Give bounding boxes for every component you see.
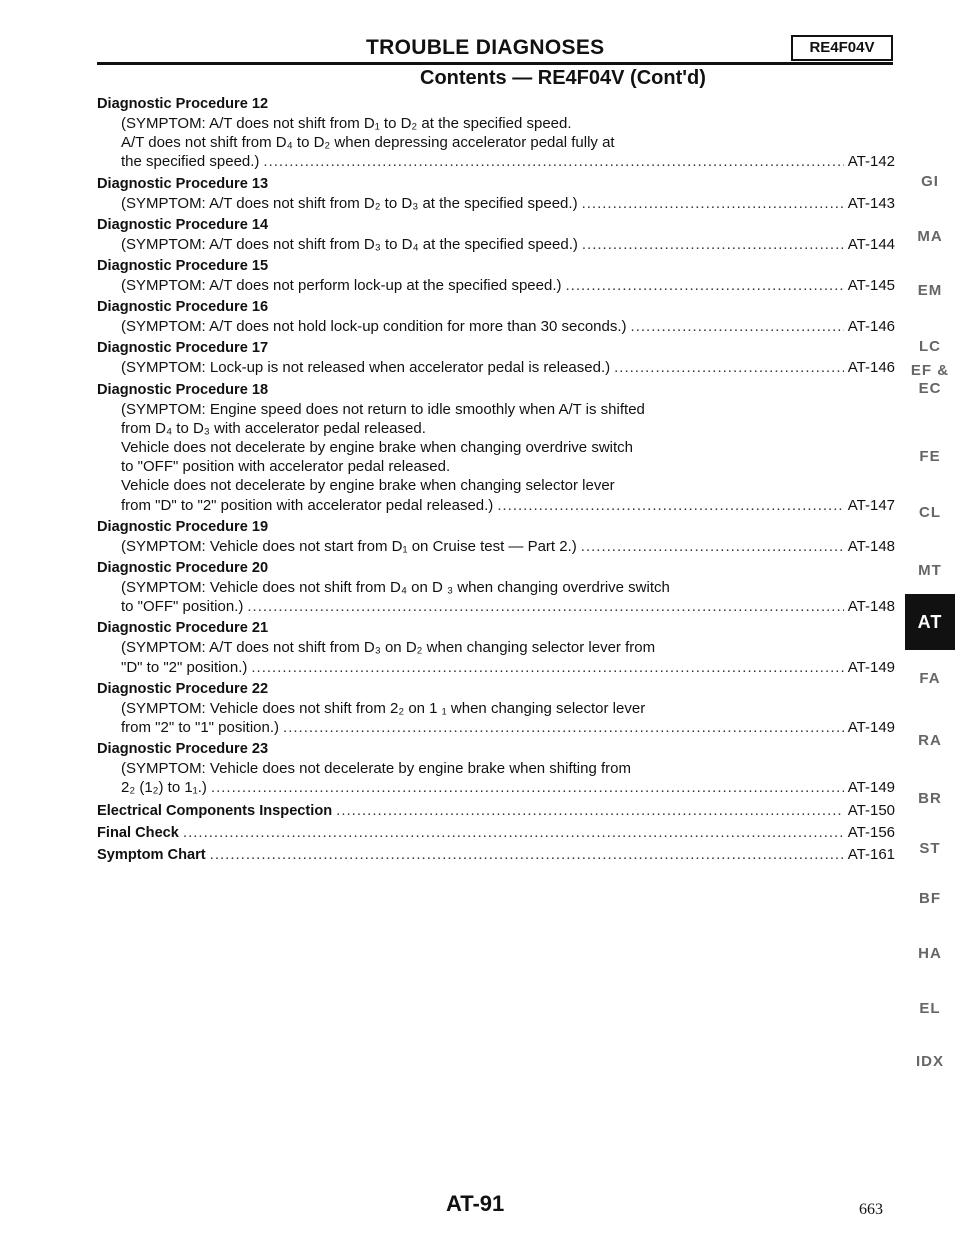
- toc-entry: [97, 558, 895, 616]
- toc-entry-heading: Diagnostic Procedure 12: [97, 96, 269, 112]
- toc-page-ref: AT-150: [847, 801, 895, 819]
- section-tab-mt[interactable]: MT: [918, 562, 942, 579]
- toc-entry-heading: Diagnostic Procedure 13: [97, 175, 269, 192]
- toc-entry-heading: Diagnostic Procedure 22: [97, 680, 269, 697]
- footer-page-number: 663: [859, 1201, 883, 1218]
- toc-page-ref: AT-146: [847, 359, 895, 377]
- toc-entry: [97, 215, 895, 254]
- toc-entry-heading: Diagnostic Procedure 16: [97, 299, 269, 316]
- section-tab-ra[interactable]: RA: [918, 732, 942, 749]
- toc-entry-link[interactable]: [121, 152, 895, 171]
- toc-page-ref: AT-149: [847, 779, 895, 797]
- dot-leader: [263, 152, 843, 171]
- toc-entry-text: 2₂ (1₂) to 1₁.): [121, 779, 207, 797]
- toc-entry-line: (SYMPTOM: A/T does not shift from D₃ on D₂ when changing selector lever from: [121, 639, 656, 657]
- toc-entry-line: Vehicle does not decelerate by engine brake when changing overdrive switch: [121, 439, 633, 457]
- header-rule: [97, 62, 893, 65]
- toc-page-ref: AT-142: [847, 153, 895, 171]
- toc-entry-line: from D₄ to D₃ with accelerator pedal released.: [121, 419, 426, 437]
- toc-entry-text: (SYMPTOM: A/T does not shift from D₃ to D₄ at the specified speed.): [121, 235, 578, 253]
- dot-leader: [581, 537, 844, 556]
- toc-entry-link[interactable]: [121, 358, 895, 377]
- toc-entry: [97, 338, 895, 377]
- toc-entry-text: (SYMPTOM: A/T does not hold lock-up condition for more than 30 seconds.): [121, 318, 627, 336]
- toc-page-ref: AT-148: [847, 598, 895, 616]
- table-of-contents: [97, 94, 895, 866]
- toc-page-ref: AT-143: [847, 194, 895, 212]
- toc-entry-link[interactable]: [121, 235, 895, 254]
- toc-entry-text: (SYMPTOM: A/T does not shift from D₂ to D₃ at the specified speed.): [121, 194, 578, 212]
- footer-page-label: AT-91: [446, 1191, 505, 1216]
- toc-entry-link[interactable]: [121, 718, 895, 737]
- toc-entry-line: (SYMPTOM: Vehicle does not shift from 2₂ on 1 ₁ when changing selector lever: [121, 699, 646, 717]
- toc-entry-line: (SYMPTOM: Vehicle does not shift from D₄ on D ₃ when changing overdrive switch: [121, 579, 670, 597]
- dot-leader: [582, 194, 844, 213]
- dot-leader: [614, 358, 844, 377]
- toc-entry: [97, 174, 895, 213]
- toc-entry: [97, 618, 895, 676]
- section-tab-fa[interactable]: FA: [919, 670, 941, 687]
- section-tab-ef[interactable]: EF &: [910, 362, 950, 379]
- toc-entry: [97, 679, 895, 737]
- toc-entry: [97, 297, 895, 336]
- toc-entry-link[interactable]: [121, 537, 895, 556]
- header-title: TROUBLE DIAGNOSES: [366, 36, 605, 59]
- section-tab-st[interactable]: ST: [919, 840, 941, 857]
- toc-entry-link[interactable]: [121, 317, 895, 336]
- toc-entry-text: from "D" to "2" position with accelerator pedal released.): [121, 496, 494, 514]
- toc-entry-text: (SYMPTOM: Vehicle does not start from D₁ on Cruise test — Part 2.): [121, 537, 577, 555]
- section-tab-ma[interactable]: MA: [917, 228, 943, 245]
- toc-top-entry-label: Symptom Chart: [97, 846, 206, 863]
- toc-page-ref: AT-156: [847, 823, 895, 841]
- toc-page-ref: AT-144: [847, 235, 895, 253]
- toc-page-ref: AT-161: [847, 845, 895, 863]
- toc-entry-heading: Diagnostic Procedure 15: [97, 258, 269, 275]
- section-tab-gi[interactable]: GI: [921, 173, 939, 190]
- toc-entry-link[interactable]: [121, 194, 895, 213]
- toc-top-entry-label: Electrical Components Inspection: [97, 802, 333, 819]
- section-tab-ec[interactable]: EC: [918, 380, 942, 397]
- toc-entry-text: to "OFF" position.): [121, 598, 244, 616]
- section-tab-cl[interactable]: CL: [919, 504, 941, 521]
- toc-entry-link[interactable]: [121, 597, 895, 616]
- dot-leader: [210, 844, 844, 865]
- dot-leader: [211, 778, 844, 797]
- toc-entry-line: (SYMPTOM: A/T does not shift from D₁ to D₂ at the specified speed.: [121, 115, 572, 132]
- section-badge: RE4F04V: [791, 35, 893, 61]
- dot-leader: [283, 718, 844, 737]
- toc-entry-text: (SYMPTOM: Lock-up is not released when accelerator pedal is released.): [121, 359, 611, 377]
- toc-entry-line: A/T does not shift from D₄ to D₂ when depressing accelerator pedal fully at: [121, 134, 615, 152]
- toc-entry-text: from "2" to "1" position.): [121, 719, 280, 737]
- toc-entry-text: (SYMPTOM: A/T does not perform lock-up at the specified speed.): [121, 277, 562, 295]
- toc-entry-heading: Diagnostic Procedure 19: [97, 518, 269, 535]
- toc-entry-line: Vehicle does not decelerate by engine brake when changing selector lever: [121, 477, 615, 495]
- toc-page-ref: AT-148: [847, 537, 895, 555]
- toc-entry-link[interactable]: [121, 778, 895, 797]
- toc-entry-link[interactable]: [121, 276, 895, 295]
- toc-entry: [97, 94, 895, 172]
- toc-page-ref: AT-145: [847, 277, 895, 295]
- section-tab-bf[interactable]: BF: [919, 890, 941, 907]
- toc-entry-text: "D" to "2" position.): [121, 658, 248, 676]
- toc-entry: [97, 517, 895, 556]
- toc-entry: [97, 380, 895, 515]
- toc-entry-heading: Diagnostic Procedure 18: [97, 381, 269, 398]
- toc-entry-link[interactable]: [121, 658, 895, 677]
- toc-page-ref: AT-149: [847, 658, 895, 676]
- dot-leader: [582, 235, 844, 254]
- dot-leader: [631, 317, 844, 336]
- toc-entry-heading: Diagnostic Procedure 17: [97, 340, 269, 357]
- toc-entry-line: (SYMPTOM: Vehicle does not decelerate by engine brake when shifting from: [121, 760, 631, 778]
- section-tab-br[interactable]: BR: [918, 790, 942, 807]
- dot-leader: [336, 800, 844, 821]
- subtitle: Contents — RE4F04V (Cont'd): [420, 67, 706, 89]
- toc-entry-line: to "OFF" position with accelerator pedal released.: [121, 458, 451, 476]
- dot-leader: [251, 658, 843, 677]
- toc-entry: [97, 739, 895, 797]
- dot-leader: [565, 276, 843, 295]
- section-tab-at[interactable]: AT: [905, 594, 955, 650]
- toc-page-ref: AT-146: [847, 318, 895, 336]
- toc-entry-link[interactable]: [121, 496, 895, 515]
- toc-entry-heading: Diagnostic Procedure 14: [97, 216, 269, 233]
- section-tab-em[interactable]: EM: [917, 282, 943, 299]
- dot-leader: [183, 822, 844, 843]
- toc-page-ref: AT-149: [847, 719, 895, 737]
- toc-top-entry[interactable]: [97, 844, 895, 866]
- toc-top-entry[interactable]: [97, 822, 895, 844]
- section-tab-fe[interactable]: FE: [919, 448, 941, 465]
- toc-entry-heading: Diagnostic Procedure 21: [97, 620, 269, 637]
- section-tab-idx[interactable]: IDX: [915, 1053, 944, 1070]
- toc-entry-heading: Diagnostic Procedure 20: [97, 560, 269, 577]
- dot-leader: [247, 597, 843, 616]
- toc-entry: [97, 256, 895, 295]
- toc-entry-text: the specified speed.): [121, 153, 260, 171]
- toc-entry-heading: Diagnostic Procedure 23: [97, 741, 269, 758]
- section-tab-ha[interactable]: HA: [918, 945, 942, 962]
- toc-entry-line: (SYMPTOM: Engine speed does not return to idle smoothly when A/T is shifted: [121, 400, 645, 418]
- dot-leader: [497, 496, 843, 515]
- toc-top-entry-label: Final Check: [97, 824, 179, 841]
- section-tab-lc[interactable]: LC: [919, 338, 941, 355]
- section-tab-el[interactable]: EL: [919, 1000, 941, 1017]
- toc-page-ref: AT-147: [847, 496, 895, 514]
- toc-top-entry[interactable]: [97, 800, 895, 822]
